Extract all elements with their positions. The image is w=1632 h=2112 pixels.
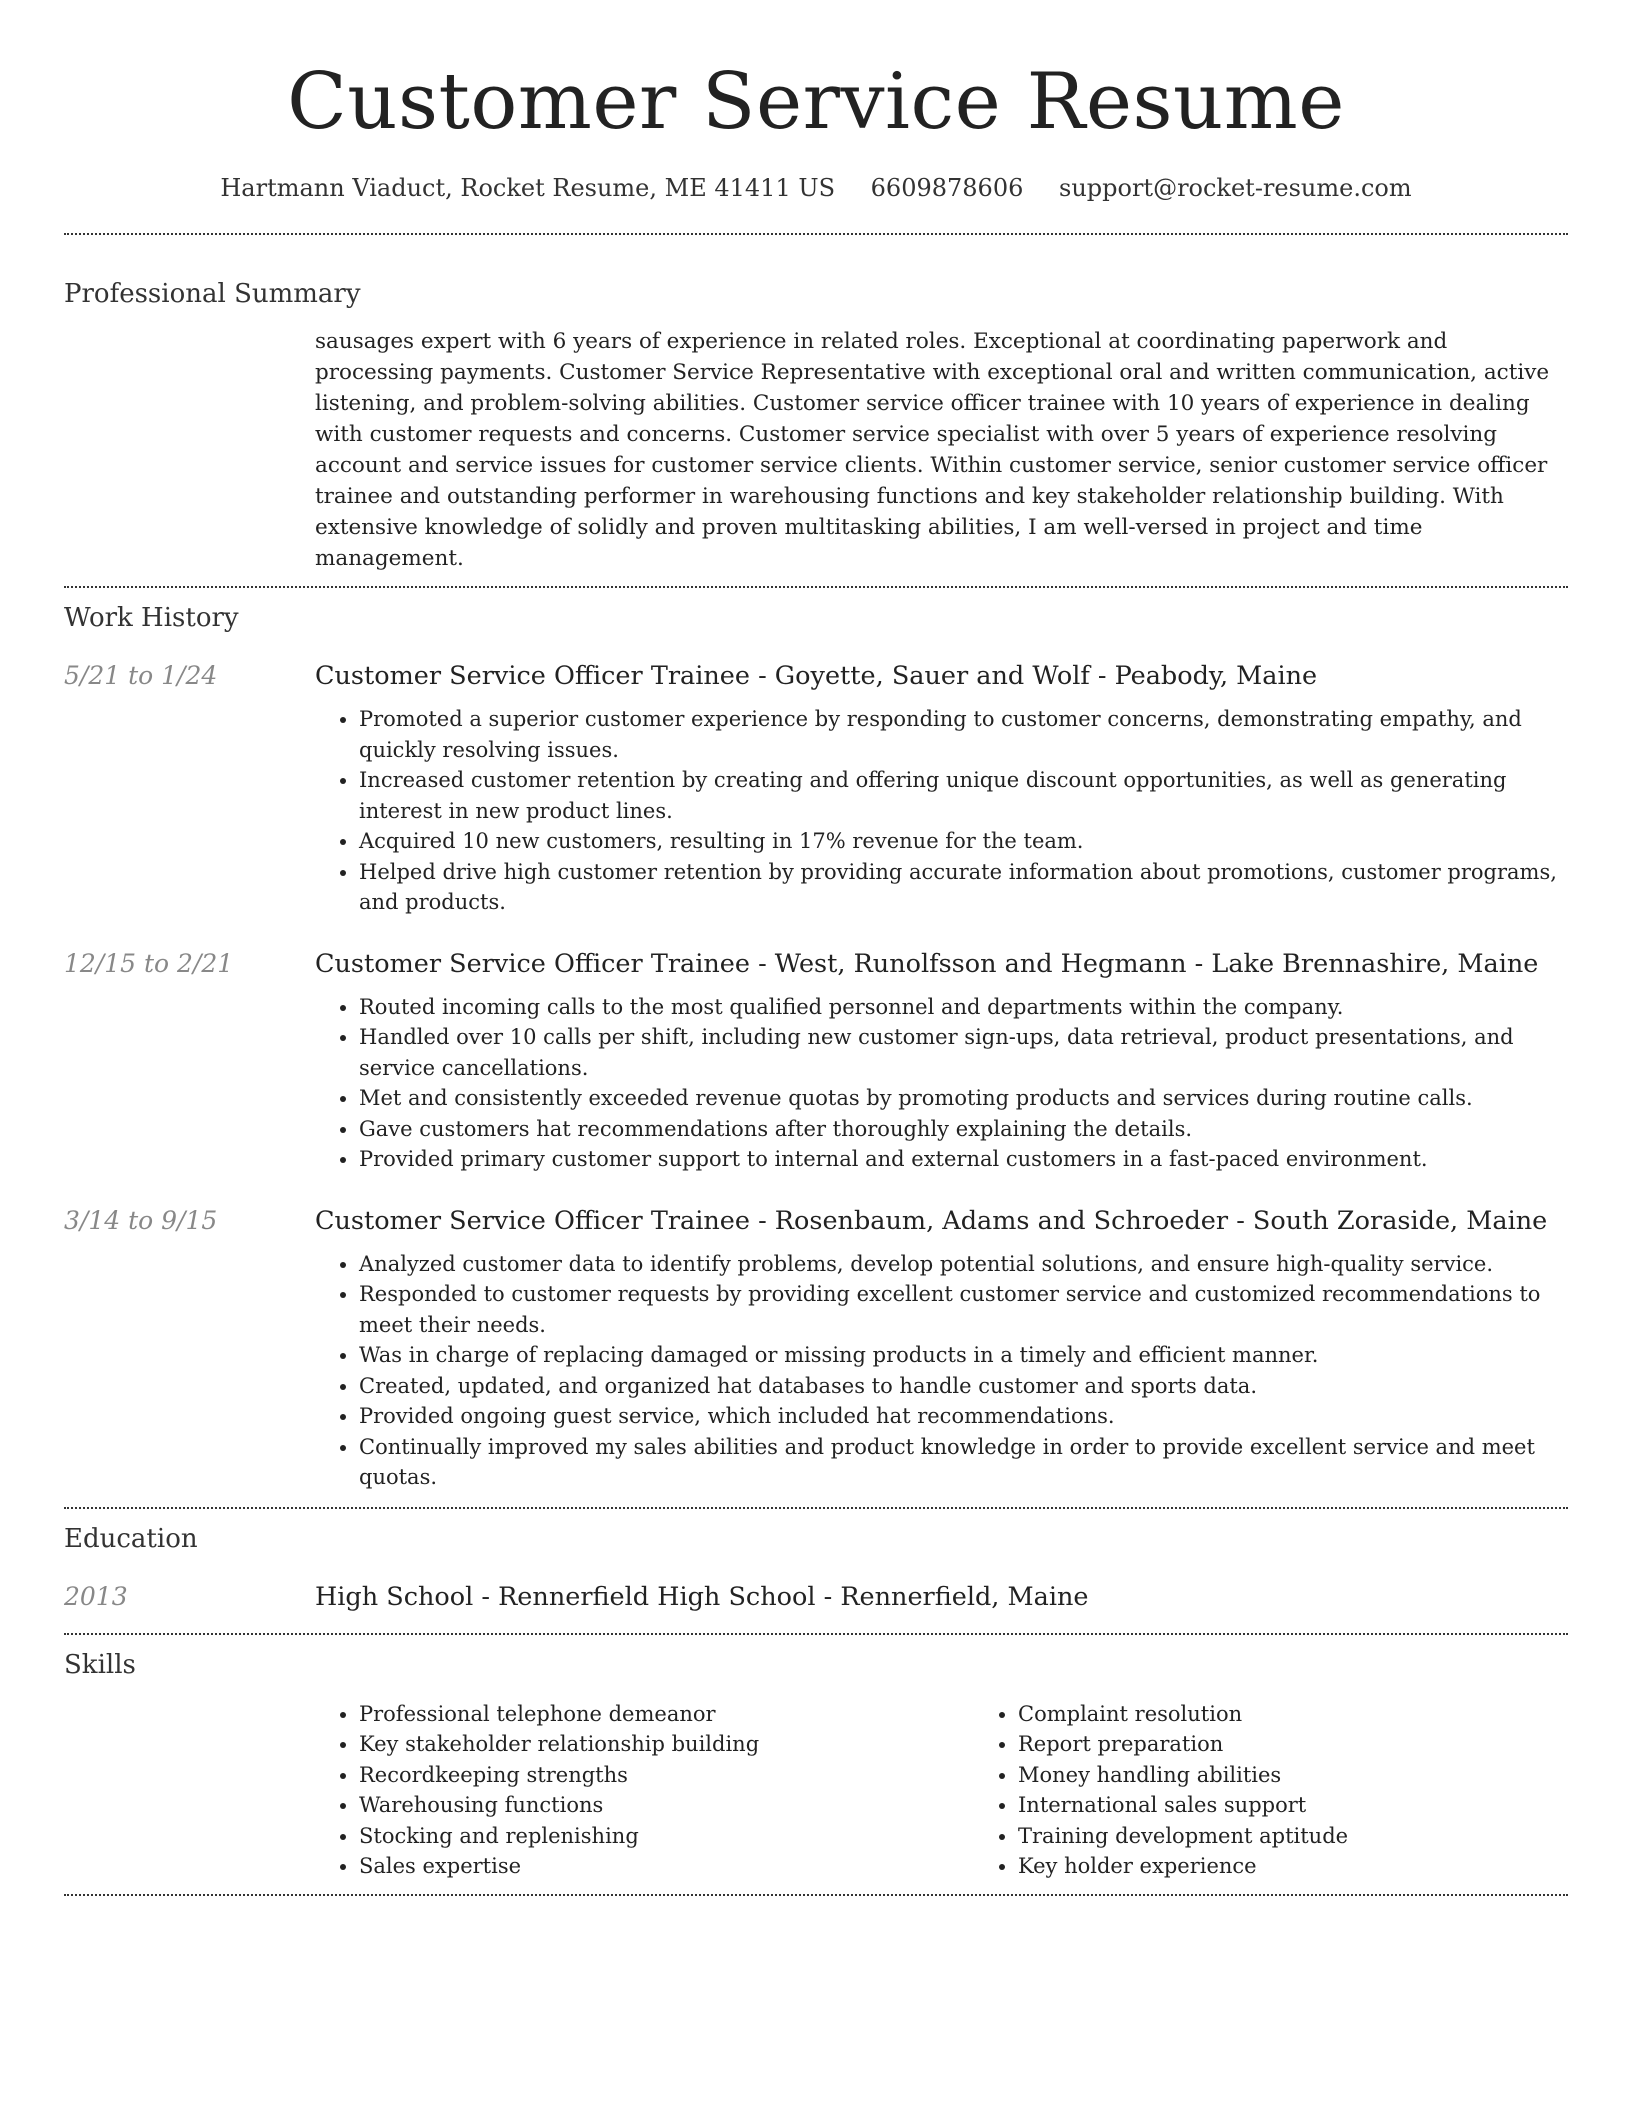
job-bullet: • Was in charge of replacing damaged or missing products in a timely and efficient manner. <box>359 1340 1568 1371</box>
divider <box>64 1507 1568 1509</box>
section-heading-education: Education <box>64 1523 198 1554</box>
job-bullet: • Provided ongoing guest service, which included hat recommendations. <box>359 1401 1568 1432</box>
skill-item: • Professional telephone demeanor <box>359 1699 974 1730</box>
divider <box>64 586 1568 588</box>
summary-spacer <box>64 326 315 574</box>
skill-item: • Recordkeeping strengths <box>359 1760 974 1791</box>
contact-line <box>64 170 1568 206</box>
skills-section <box>64 1645 1568 1882</box>
job-bullet: • Met and consistently exceeded revenue quotas by promoting products and services during routine calls. <box>359 1083 1568 1114</box>
job-entry <box>64 1201 1568 1493</box>
job-date: 5/21 to 1/24 <box>64 661 218 690</box>
job-bullet: • Gave customers hat recommendations after thoroughly explaining the details. <box>359 1114 1568 1145</box>
skill-item: • International sales support <box>1018 1790 1632 1821</box>
divider <box>64 1894 1568 1896</box>
job-bullet: • Helped drive high customer retention by providing accurate information about promotions, customer programs, and products. <box>359 857 1568 918</box>
job-entry <box>64 944 1568 1175</box>
divider <box>64 1633 1568 1635</box>
skill-item: • Key stakeholder relationship building <box>359 1729 974 1760</box>
education-title: High School - Rennerfield High School - Rennerfield, Maine <box>315 1581 1089 1612</box>
job-title: Customer Service Officer Trainee - Rosenbaum, Adams and Schroeder - South Zoraside, Maine <box>315 1205 1548 1236</box>
job-bullet: • Acquired 10 new customers, resulting in 17% revenue for the team. <box>359 826 1568 857</box>
job-bullets <box>315 992 1568 1175</box>
job-title: Customer Service Officer Trainee - Goyette, Sauer and Wolf - Peabody, Maine <box>315 661 1318 691</box>
job-bullet: • Created, updated, and organized hat databases to handle customer and sports data. <box>359 1371 1568 1402</box>
section-heading-work-history: Work History <box>64 603 239 633</box>
skills-spacer <box>64 1699 315 1882</box>
divider <box>64 233 1568 235</box>
section-heading-skills: Skills <box>64 1649 136 1680</box>
resume-title: Customer Service Resume <box>287 57 1345 147</box>
job-bullet: • Routed incoming calls to the most qualified personnel and departments within the company. <box>359 992 1568 1023</box>
skill-item: • Report preparation <box>1018 1729 1632 1760</box>
skill-item: • Complaint resolution <box>1018 1699 1632 1730</box>
skill-item: • Sales expertise <box>359 1851 974 1882</box>
job-bullet: • Continually improved my sales abilities and product knowledge in order to provide excellent service and meet quotas. <box>359 1432 1568 1493</box>
skill-item: • Stocking and replenishing <box>359 1821 974 1852</box>
job-bullet: • Handled over 10 calls per shift, including new customer sign-ups, data retrieval, product presentations, and service cancellations. <box>359 1022 1568 1083</box>
work-history-section <box>64 598 1568 1493</box>
skill-item: • Key holder experience <box>1018 1851 1632 1882</box>
contact-address: Hartmann Viaduct, Rocket Resume, ME 41411 US <box>220 174 836 202</box>
contact-email: support@rocket-resume.com <box>1059 174 1412 202</box>
contact-phone: 6609878606 <box>870 174 1024 202</box>
job-bullet: • Increased customer retention by creating and offering unique discount opportunities, as well as generating interest in new product lines. <box>359 765 1568 826</box>
education-date: 2013 <box>64 1581 128 1611</box>
summary-text: sausages expert with 6 years of experience in related roles. Exceptional at coordinating paperwork and processing payments. Customer Service Representative with exceptional oral and written communication, active listening, and problem-solving abilities. Customer service officer trainee with 10 years of experience in dealing with customer requests and concerns. Customer service specialist with over 5 years of experience resolving account and service issues for customer service clients. Within customer service, senior customer service officer trainee and outstanding performer in warehousing functions and key stakeholder relationship building. With extensive knowledge of solidly and proven multitasking abilities, I am well-versed in project and time management. <box>315 329 1550 571</box>
job-bullets <box>315 1249 1568 1493</box>
job-title: Customer Service Officer Trainee - West, Runolfsson and Hegmann - Lake Brennashire, Maine <box>315 948 1539 979</box>
job-bullet: • Promoted a superior customer experience by responding to customer concerns, demonstrating empathy, and quickly resolving issues. <box>359 704 1568 765</box>
skill-item: • Money handling abilities <box>1018 1760 1632 1791</box>
job-date: 3/14 to 9/15 <box>64 1205 218 1235</box>
professional-summary-section <box>64 274 1568 574</box>
job-bullet: • Provided primary customer support to internal and external customers in a fast-paced environment. <box>359 1144 1568 1175</box>
job-date: 12/15 to 2/21 <box>64 948 234 978</box>
education-section <box>64 1519 1568 1617</box>
education-entry <box>64 1577 1568 1617</box>
skill-item: • Training development aptitude <box>1018 1821 1632 1852</box>
job-entry <box>64 656 1568 918</box>
job-bullets <box>315 704 1568 918</box>
job-bullet: • Responded to customer requests by providing excellent customer service and customized recommendations to meet their needs. <box>359 1279 1568 1340</box>
skills-list-right <box>974 1699 1632 1882</box>
skill-item: • Warehousing functions <box>359 1790 974 1821</box>
section-heading-summary: Professional Summary <box>64 279 361 309</box>
skills-list-left <box>315 1699 974 1882</box>
job-bullet: • Analyzed customer data to identify problems, develop potential solutions, and ensure high-quality service. <box>359 1249 1568 1280</box>
